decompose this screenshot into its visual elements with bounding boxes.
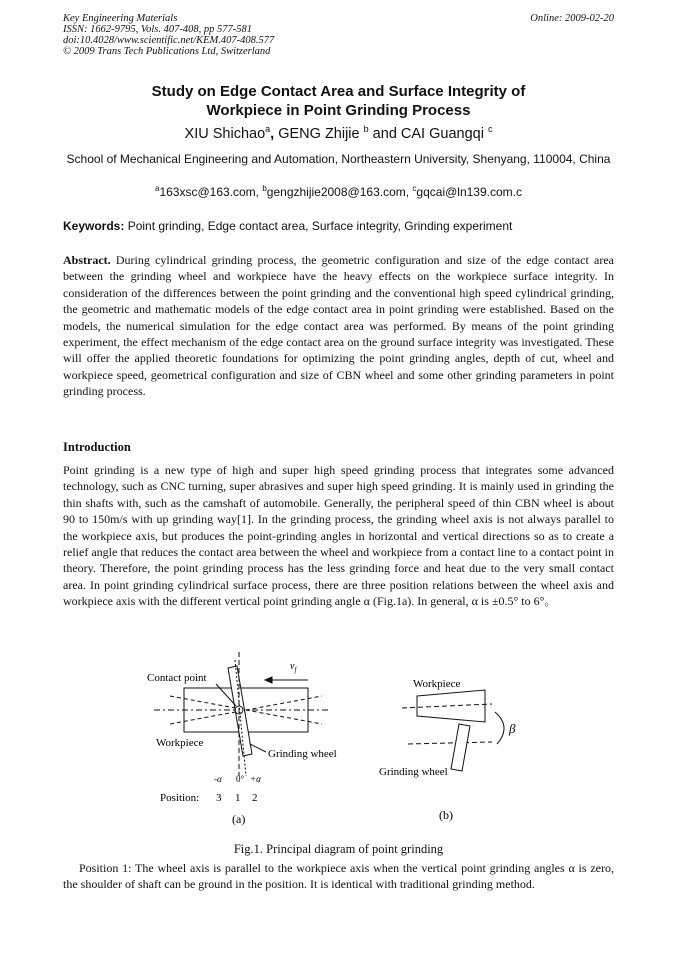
author-sep-2: and	[368, 125, 401, 142]
grinding-wheel-label-b: Grinding wheel	[379, 766, 448, 778]
vf-symbol: v	[290, 661, 295, 672]
grinding-wheel-label-a: Grinding wheel	[268, 748, 337, 760]
position-1: 1	[235, 792, 241, 804]
author-1: XIU Shichao	[184, 125, 266, 142]
keywords	[63, 219, 614, 233]
position-2: 2	[252, 792, 258, 804]
vf-subscript: f	[294, 666, 297, 674]
angle-zero-label: 0°	[236, 774, 245, 784]
title-line-2: Workpiece in Point Grinding Process	[206, 102, 471, 119]
email-c-sup: c	[412, 184, 417, 193]
contact-point-label: Contact point	[147, 672, 207, 684]
position-3: 3	[216, 792, 222, 804]
author-sep-1: ,	[270, 125, 279, 142]
ref-axis-b	[408, 742, 492, 744]
author-3: CAI Guangqi	[400, 125, 484, 142]
grinding-wheel-b	[451, 724, 470, 771]
keywords-text: Point grinding, Edge contact area, Surface integrity, Grinding experiment	[124, 219, 513, 233]
affiliation: School of Mechanical Engineering and Automation, Northeastern University, Shenyang, 110004, China	[66, 152, 611, 166]
author-3-sup: c	[487, 124, 493, 134]
journal-header	[63, 13, 274, 57]
grinding-wheel-a	[228, 666, 252, 756]
beta-label: β	[509, 721, 516, 736]
abstract-label: Abstract.	[63, 253, 111, 267]
author-1-sup: a	[265, 124, 271, 134]
authors	[63, 124, 614, 142]
copyright: © 2009 Trans Tech Publications Ltd, Switzerland	[63, 46, 271, 57]
workpiece-label-a: Workpiece	[156, 737, 204, 749]
angle-neg-label: -α	[214, 774, 222, 784]
sublabel-b: (b)	[439, 808, 453, 822]
abstract-text: During cylindrical grinding process, the geometric configuration and size of the edge contact area between the grinding wheel and workpiece have the heavy effects on the workpiece surface integrity. In consideration of the differences between the point grinding and the conventional high speed cylindrical grinding, the geometric and mathematic models of the edge contact area in point grinding were established. Based on the models, the numerical simulation for the edge contact area was performed. By means of the point grinding experiment, the effect mechanism of the edge contact area on the ground surface integrity was investigated. These will offer the applied theoretic foundations for optimizing the point grinding angles, depth of cut, wheel and workpiece speed, geometrical configuration and size of CBN wheel and some other grinding parameters in point grinding process.	[63, 253, 614, 399]
wheel-leader	[250, 744, 266, 752]
beta-arc	[495, 712, 504, 744]
email-a-sup: a	[154, 184, 160, 193]
author-emails	[63, 184, 614, 199]
email-b[interactable]: gengzhijie2008@163.com,	[266, 185, 413, 199]
email-b-sup: b	[262, 184, 267, 193]
position-label: Position:	[160, 792, 200, 804]
workpiece-label-b: Workpiece	[413, 678, 461, 690]
intro-paragraph: Point grinding is a new type of high and super high speed grinding process that integrates some advanced technology, such as CNC turning, super abrasives and super high speed grinding. It is mainly used in grinding the thin shafts with, such as the camshaft of automobile. Generally, the peripheral speed of thin CBN wheel is about 90 to 150m/s with up grinding way[1]. In the grinding process, the grinding wheel axis is not always parallel to the workpiece axis, but produces the point-grinding angles in horizontal and vertical directions so as to create a relief angle that reduces the contact area between the wheel and workpiece from a contact line to a contact point in theory. Therefore, the point grinding process has the less grinding force and heat due to the very small contact area. In point grinding cylindrical surface process, there are three position relations between the wheel axis and workpiece axis with the different vertical point grinding angle α (Fig.1a). In general, α is ±0.5° to 6°。	[63, 463, 614, 609]
diagram-b	[402, 690, 504, 771]
sublabel-a: (a)	[232, 812, 246, 826]
abstract	[63, 252, 614, 400]
journal-name: Key Engineering Materials	[63, 13, 178, 24]
figure-1	[140, 650, 620, 835]
feed-arrow-head	[265, 677, 272, 683]
paper-title	[63, 82, 614, 120]
issn: ISSN: 1662-9795, Vols. 407-408, pp 577-581	[63, 24, 252, 35]
email-c[interactable]: gqcai@ln139.com.c	[416, 185, 522, 199]
intro-heading: Introduction	[63, 440, 131, 454]
author-2-sup: b	[363, 124, 369, 134]
position-1-paragraph: Position 1: The wheel axis is parallel to the workpiece axis when the vertical point grinding angles α is zero, the shoulder of shaft can be ground in the position. It is identical with traditional grinding method.	[63, 861, 614, 892]
figure-caption: Fig.1. Principal diagram of point grinding	[233, 842, 444, 856]
figure-1-svg	[140, 650, 620, 835]
email-a[interactable]: 163xsc@163.com,	[159, 185, 263, 199]
title-line-1: Study on Edge Contact Area and Surface Integrity of	[151, 83, 526, 100]
keywords-label: Keywords:	[63, 219, 125, 233]
feed-velocity-label	[290, 661, 297, 674]
online-date: Online: 2009-02-20	[530, 13, 614, 24]
angle-pos-label: +α	[250, 774, 261, 784]
author-2: GENG Zhijie	[278, 125, 360, 142]
doi: doi:10.4028/www.scientific.net/KEM.407-408.577	[63, 35, 275, 46]
